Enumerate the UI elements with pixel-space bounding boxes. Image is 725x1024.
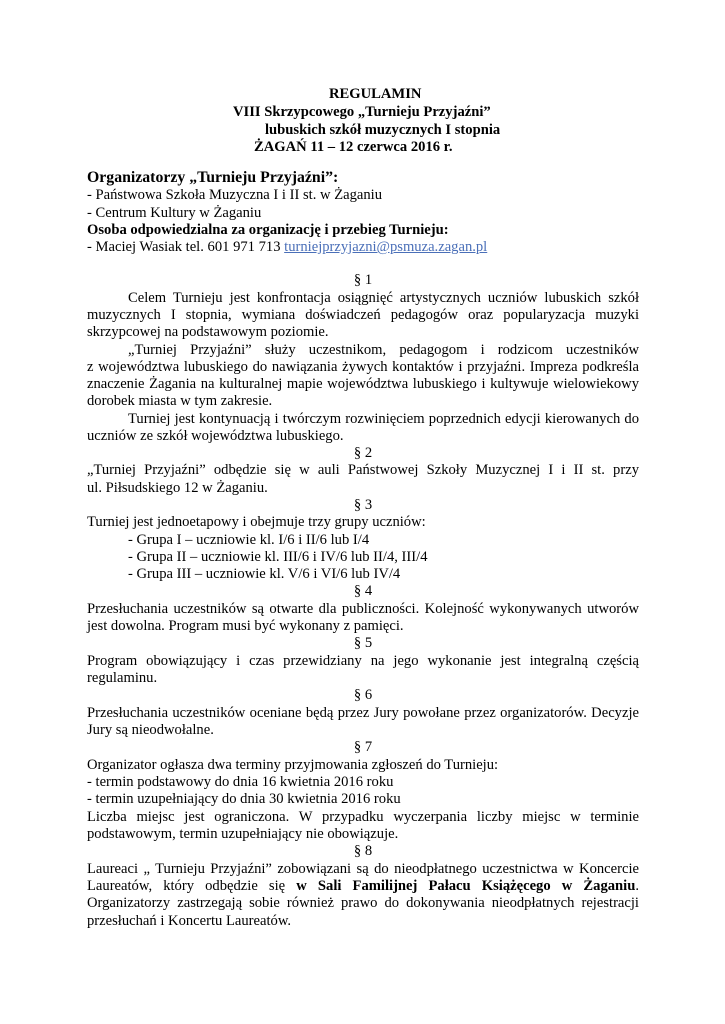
list-item: - Grupa I – uczniowie kl. I/6 i II/6 lub I/4 <box>128 532 370 548</box>
section-mark-4: § 4 <box>353 583 373 599</box>
list-item: - Grupa II – uczniowie kl. III/6 i IV/6 lub II/4, III/4 <box>128 549 428 565</box>
organizer-item: - Państwowa Szkoła Muzyczna I i II st. w Żaganiu <box>87 187 383 203</box>
section-mark-8: § 8 <box>353 843 373 859</box>
list-item: - termin podstawowy do dnia 16 kwietnia 2016 roku <box>87 774 394 790</box>
paragraph-line: Turniej jest jednoetapowy i obejmuje trzy grupy uczniów: <box>87 514 426 530</box>
paragraph-line: Liczba miejsc jest ograniczona. W przypadku wyczerpania liczby miejsc w terminie <box>87 809 639 825</box>
paragraph-line: Organizator ogłasza dwa terminy przyjmowania zgłoszeń do Turnieju: <box>87 757 499 773</box>
paragraph-line: z województwa lubuskiego do nawiązania żywych kontaktów i przyjaźni. Impreza podkreśla <box>87 359 639 375</box>
paragraph-text: . <box>635 878 639 894</box>
paragraph-line: skrzypcowej na podstawowym poziomie. <box>87 324 329 340</box>
paragraph-line: Celem Turnieju jest konfrontacja osiągnięć artystycznych uczniów lubuskich szkół <box>128 290 639 306</box>
responsible-person-heading: Osoba odpowiedzialna za organizację i przebieg Turnieju: <box>87 222 449 238</box>
paragraph-line: muzycznych I stopnia, wymiana doświadczeń pedagogów oraz popularyzacja muzyki <box>87 307 639 323</box>
document-subtitle: VIII Skrzypcowego „Turnieju Przyjaźni” <box>233 104 491 120</box>
paragraph-line: Program obowiązujący i czas przewidziany na jego wykonanie jest integralną częścią <box>87 653 639 669</box>
paragraph-line: Przesłuchania uczestników oceniane będą przez Jury powołane przez organizatorów. Decyzje <box>87 705 639 721</box>
section-mark-3: § 3 <box>353 497 373 513</box>
paragraph-line: Organizatorzy zastrzegają sobie również prawo do dokonywania nieodpłatnych rejestracji <box>87 895 639 911</box>
paragraph-line: regulaminu. <box>87 670 158 686</box>
document-subtitle-2: lubuskich szkół muzycznych I stopnia <box>265 122 501 138</box>
paragraph-line: „Turniej Przyjaźni” odbędzie się w auli Państwowej Szkoły Muzycznej I i II st. przy <box>87 462 639 478</box>
paragraph-text: Laureatów, który odbędzie się <box>87 878 297 894</box>
paragraph-line: Jury są nieodwołalne. <box>87 722 214 738</box>
section-mark-2: § 2 <box>353 445 373 461</box>
document-title: REGULAMIN <box>329 86 422 102</box>
organizers-heading: Organizatorzy „Turnieju Przyjaźni”: <box>87 169 339 186</box>
list-item: - Grupa III – uczniowie kl. V/6 i VI/6 lub IV/4 <box>128 566 401 582</box>
paragraph-line: „Turniej Przyjaźni” służy uczestnikom, pedagogom i rodzicom uczestników <box>128 342 639 358</box>
paragraph-line: jest dowolna. Program musi być wykonany z pamięci. <box>87 618 404 634</box>
event-date: ŻAGAŃ 11 – 12 czerwca 2016 r. <box>254 139 453 155</box>
venue-bold-text: w Sali Familijnej Pałacu Książęcego w Żaganiu <box>296 878 636 894</box>
section-mark-7: § 7 <box>353 739 373 755</box>
paragraph-line: znaczenie Żagania na kulturalnej mapie województwa lubuskiego i kultywuje wielowiekowy <box>87 376 639 392</box>
paragraph-line: Turniej jest kontynuacją i twórczym rozwinięciem poprzednich edycji kierowanych do <box>128 411 639 427</box>
list-item: - termin uzupełniający do dnia 30 kwietnia 2016 roku <box>87 791 401 807</box>
paragraph-line: ul. Piłsudskiego 12 w Żaganiu. <box>87 480 268 496</box>
paragraph-line: Przesłuchania uczestników są otwarte dla publiczności. Kolejność wykonywanych utworów <box>87 601 639 617</box>
section-mark-1: § 1 <box>353 272 373 288</box>
organizer-item: - Centrum Kultury w Żaganiu <box>87 205 262 221</box>
paragraph-line: przesłuchań i Koncertu Laureatów. <box>87 913 292 929</box>
contact-text: - Maciej Wasiak tel. 601 971 713 <box>87 239 285 255</box>
contact-line <box>87 238 487 256</box>
paragraph-line: uczniów ze szkół województwa lubuskiego. <box>87 428 344 444</box>
paragraph-line <box>87 877 639 895</box>
paragraph-line: podstawowym, termin uzupełniający nie obowiązuje. <box>87 826 399 842</box>
paragraph-line: Laureaci „ Turnieju Przyjaźni” zobowiązani są do nieodpłatnego uczestnictwa w Koncercie <box>87 861 639 877</box>
section-mark-5: § 5 <box>353 635 373 651</box>
email-link[interactable]: turniejprzyjazni@psmuza.zagan.pl <box>284 239 488 255</box>
section-mark-6: § 6 <box>353 687 373 703</box>
paragraph-line: dorobek miasta w tym zakresie. <box>87 393 273 409</box>
